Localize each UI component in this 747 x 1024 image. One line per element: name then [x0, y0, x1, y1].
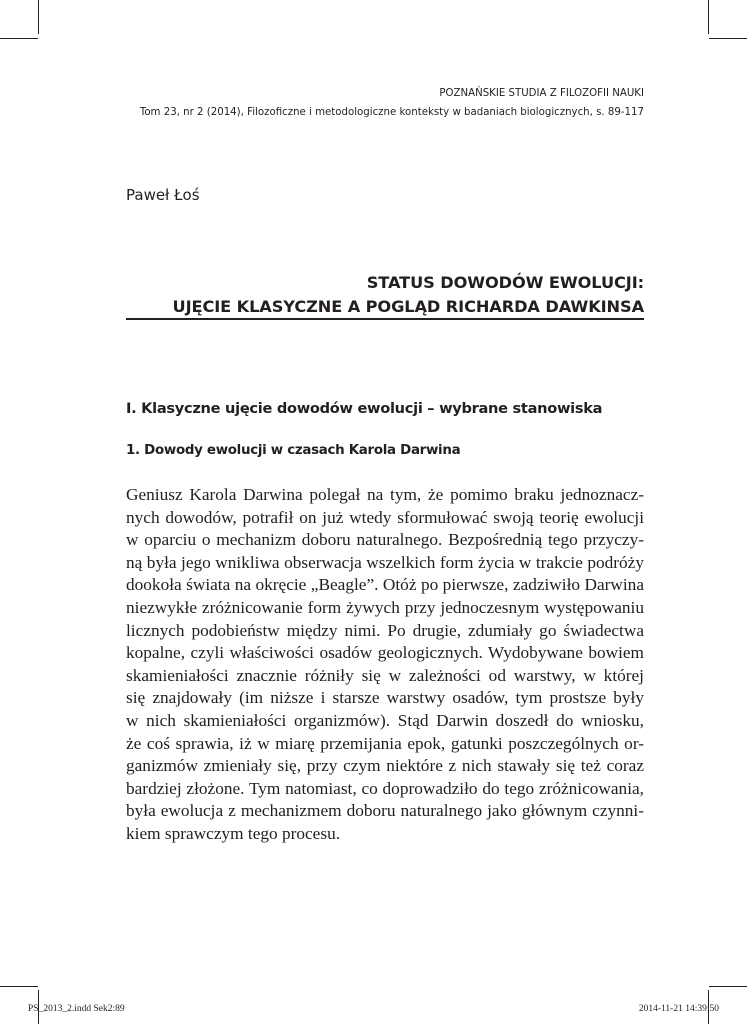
issue-info: Tom 23, nr 2 (2014), Filozoficzne i metodologiczne konteksty w badaniach biologicznych, s. 89-117 [139, 107, 644, 118]
crop-mark-top-left-h [0, 38, 38, 39]
paragraph-line: Geniusz Karola Darwina polegał na tym, że pomimo braku jednoznacz- [126, 485, 644, 504]
paragraph-line: niezwykłe zróżnicowanie form żywych przy jednoczesnym występowaniu [126, 597, 644, 617]
article-title [173, 271, 644, 319]
paragraph-line: że coś sprawia, iż w miarę przemijania epok, gatunki poszczególnych or- [126, 733, 644, 753]
crop-mark-top-right [708, 0, 709, 34]
printer-slug-file: PS_2013_2.indd Sek2:89 [28, 1004, 125, 1014]
paragraph-line: ganizmów zmieniały się, przy czym niektóre z nich stawały się też coraz [126, 756, 644, 776]
crop-mark-bottom-right-h [709, 986, 747, 987]
paragraph-line: dookoła świata na okręcie „Beagle”. Otóż po pierwsze, zadziwiło Darwina [126, 575, 644, 595]
paragraph-line: kiem sprawczym tego procesu. [126, 823, 341, 843]
title-line-1: STATUS DOWODÓW EWOLUCJI: [366, 273, 644, 292]
journal-name: POZNAŃSKIE STUDIA Z FILOZOFII NAUKI [439, 88, 644, 99]
crop-mark-top-right-h [709, 38, 747, 39]
title-underline [126, 318, 644, 320]
running-header [140, 84, 644, 122]
body-paragraph [126, 484, 644, 846]
section-heading: I. Klasyczne ujęcie dowodów ewolucji – wybrane stanowiska [126, 400, 603, 417]
paragraph-line: licznych podobieństw między nimi. Po drugie, zdumiały go świadectwa [126, 620, 644, 640]
subsection-heading: 1. Dowody ewolucji w czasach Karola Darwina [126, 443, 461, 458]
crop-mark-bottom-left-h [0, 986, 38, 987]
paragraph-line: w oparciu o mechanizm doboru naturalnego. Bezpośrednią tego przyczy- [126, 530, 644, 550]
paragraph-line: kopalne, czyli właściwości osadów geologicznych. Wydobywane bowiem [126, 643, 644, 663]
paragraph-line: ną była jego wnikliwa obserwacja wszelkich form życia w trakcie podróży [126, 552, 644, 572]
title-line-2: UJĘCIE KLASYCZNE A POGLĄD RICHARDA DAWKINSA [172, 297, 644, 316]
paragraph-line: bardziej złożone. Tym natomiast, co doprowadziło do tego zróżnicowania, [126, 778, 644, 798]
printer-slug-timestamp: 2014-11-21 14:39:50 [638, 1004, 719, 1014]
author-name: Paweł Łoś [126, 186, 200, 204]
paragraph-line: w nich skamieniałości organizmów). Stąd Darwin doszedł do wniosku, [126, 710, 644, 730]
paragraph-line: nych dowodów, potrafił on już wtedy sformułować swoją teorię ewolucji [126, 507, 644, 527]
paragraph-line: była ewolucja z mechanizmem doboru naturalnego jako głównym czynni- [126, 801, 644, 821]
paragraph-line: się znajdowały (im niższe i starsze warstwy osadów, tym prostsze były [126, 688, 644, 708]
crop-mark-top-left [38, 0, 39, 34]
paragraph-line: skamieniałości znacznie różniły się w zależności od warstwy, w której [126, 665, 644, 685]
